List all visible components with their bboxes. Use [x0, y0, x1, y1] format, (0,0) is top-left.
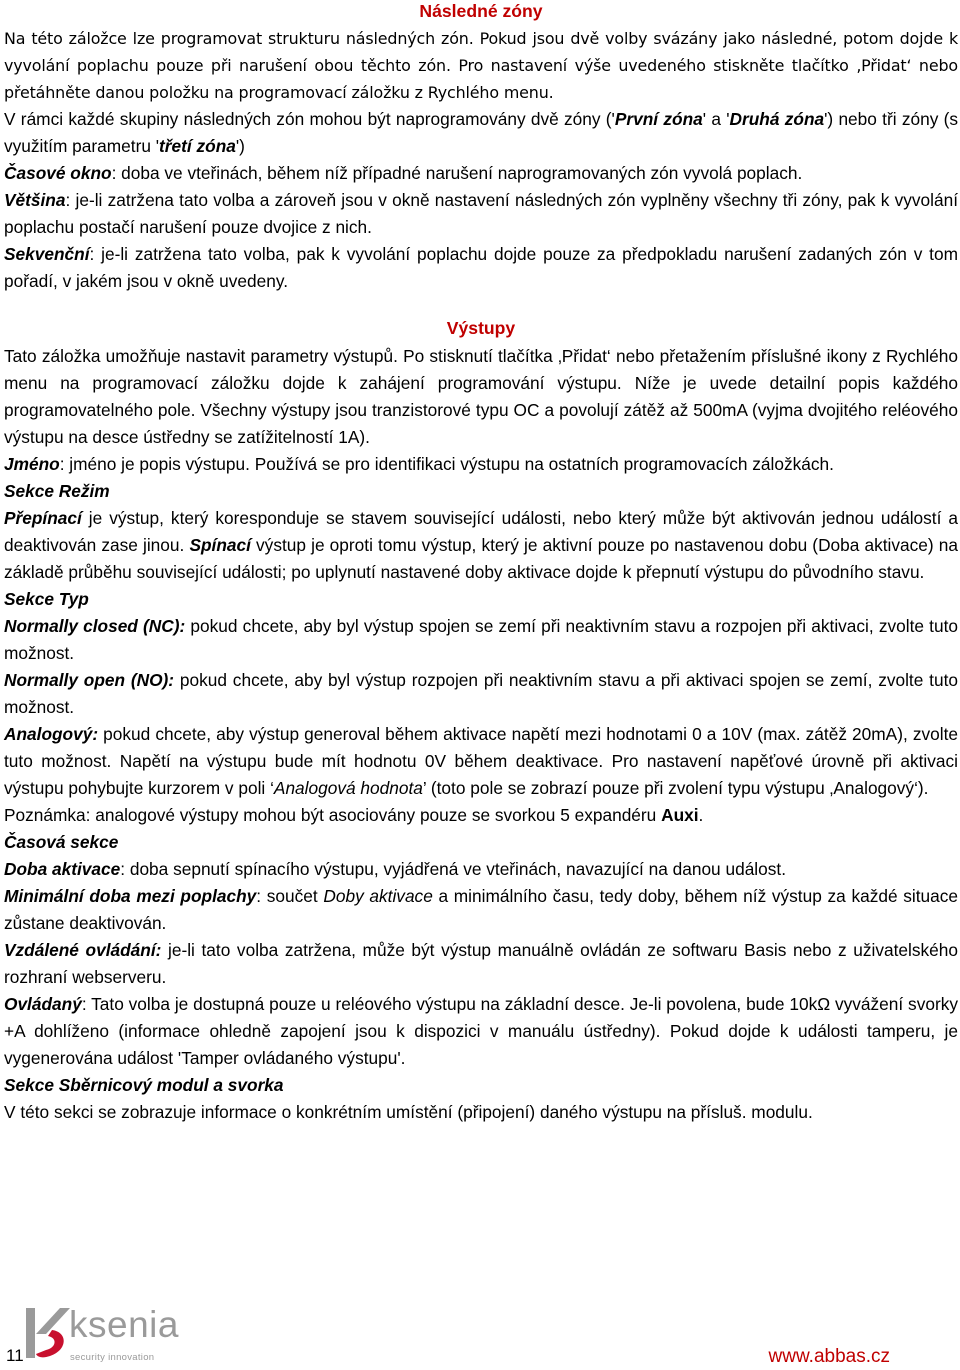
term-jmeno: Jméno: [4, 454, 60, 474]
term-sekvencni: Sekvenční: [4, 244, 90, 264]
term-spinaci: Spínací: [189, 535, 251, 555]
ksenia-logo-mark-icon: [22, 1300, 72, 1370]
paragraph-vetsina: [4, 187, 958, 241]
paragraph-poznamka: [4, 802, 958, 829]
text-run: : součet: [256, 886, 324, 906]
subheading-sekce-sbernicovy: Sekce Sběrnicový modul a svorka: [4, 1075, 284, 1095]
term-minimalni-doba: Minimální doba mezi poplachy: [4, 886, 257, 906]
text-run: V rámci každé skupiny následných zón mohou být naprogramovány dvě zóny (': [4, 109, 615, 129]
term-normally-closed: Normally closed (NC):: [4, 616, 186, 636]
term-prepinaci: Přepínací: [4, 508, 82, 528]
text-run: : Tato volba je dostupná pouze u reléového výstupu na základní desce. Je-li povolena, bude 10kΩ vyvážení svorky +A dohlíženo (informace ohledně zapojení jsou k dispozici v manuálu ústředny). Pokud dojde k události tamperu, je vygenerována událost 'Tamper ovládaného výstupu'.: [4, 994, 958, 1068]
section-heading-vystupy: Výstupy: [446, 318, 516, 338]
subheading-sekce-typ: Sekce Typ: [4, 589, 89, 609]
logo-wordmark: ksenia: [69, 1304, 179, 1345]
paragraph-minimalni-doba: [4, 883, 958, 937]
text-run: pokud chcete, aby byl výstup rozpojen při neaktivním stavu a při aktivaci spojen se zemí, zvolte tuto možnost.: [4, 670, 958, 717]
term-doby-aktivace: Doby aktivace: [323, 886, 433, 906]
logo-tagline: security innovation: [70, 1352, 155, 1363]
term-analogovy: Analogový:: [4, 724, 99, 744]
term-doba-aktivace: Doba aktivace: [4, 859, 121, 879]
document-page: [4, 0, 958, 1126]
text-run: ’ (toto pole se zobrazí pouze při zvolení typu výstupu ‚Analogový‘).: [422, 778, 929, 798]
paragraph-outputs-intro: Tato záložka umožňuje nastavit parametry výstupů. Po stisknutí tlačítka ‚Přidat‘ nebo přetažením příslušné ikony z Rychlého menu na programovací záložku dojde k zahájení programování výstupu. Níže je uvede detailní popis každého programovatelného pole. Všechny výstupy jsou tranzistorové typu OC a povolují zátěž až 500mA (vyjma dvojitého reléového výstupu na desce ústředny se zatížitelností 1A).: [4, 346, 958, 447]
text-run: a minimálního času, tedy doby, během níž výstup za každé situace zůstane deaktivován.: [4, 886, 958, 933]
page-number: 11: [6, 1346, 24, 1365]
website-link[interactable]: www.abbas.cz: [768, 1346, 890, 1367]
term-vzdalene-ovladani: Vzdálené ovládání:: [4, 940, 162, 960]
term-vetsina: Většina: [4, 190, 66, 210]
paragraph-prepinaci: [4, 505, 958, 586]
subheading-casova-sekce: Časová sekce: [4, 832, 119, 852]
section-heading-nasledne-zony: Následné zóny: [419, 1, 543, 21]
page-footer: [0, 1300, 960, 1370]
paragraph-analogovy: [4, 721, 958, 802]
paragraph-intro-zones: Na této záložce lze programovat strukturu následných zón. Pokud jsou dvě volby svázány jako následné, potom dojde k vyvolání poplachu pouze při narušení obou těchto zón. Pro nastavení výše uvedeného stiskněte tlačítko ‚Přidat‘ nebo přetáhněte danou položku na programovací záložku z Rychlého menu.: [4, 29, 958, 102]
paragraph-ovladany: [4, 991, 958, 1072]
paragraph-casove-okno: [4, 160, 958, 187]
paragraph-sekvencni: [4, 241, 958, 295]
ksenia-logo: [22, 1300, 179, 1370]
text-run: : jméno je popis výstupu. Používá se pro identifikaci výstupu na ostatních programovacích záložkách.: [59, 454, 834, 474]
text-run: : je-li zatržena tato volba, pak k vyvolání poplachu dojde pouze za předpokladu narušení zadaných zón v tom pořadí, v jakém jsou v okně uvedeny.: [4, 244, 958, 291]
text-run: ') nebo tři zóny (s využitím parametru ': [4, 109, 959, 156]
text-run: výstup je oproti tomu výstup, který je aktivní pouze po nastavenou dobu (Doba aktivace) na základě průběhu související události; po uplynutí nastavené doby aktivace dojde k přepnutí výstupu do původního stavu.: [4, 535, 959, 582]
term-treti-zona: třetí zóna: [159, 136, 236, 156]
text-run: : je-li zatržena tato volba a zároveň jsou v okně nastavení následných zón vyplněny všechny tři zóny, pak k vyvolání poplachu postačí narušení pouze dvojice z nich.: [4, 190, 958, 237]
term-prvni-zona: První zóna: [614, 109, 703, 129]
text-run: : doba ve vteřinách, během níž případné narušení naprogramovaných zón vyvolá poplach.: [111, 163, 803, 183]
term-ovladany: Ovládaný: [4, 994, 82, 1014]
term-auxi: Auxi: [661, 805, 699, 825]
text-run: pokud chcete, aby byl výstup spojen se zemí při neaktivním stavu a rozpojen při aktivaci, zvolte tuto možnost.: [4, 616, 958, 663]
text-run: '): [235, 136, 245, 156]
text-run: : doba sepnutí spínacího výstupu, vyjádřená ve vteřinách, navazující na danou událost.: [120, 859, 786, 879]
paragraph-sbernicovy: V této sekci se zobrazuje informace o konkrétním umístění (připojení) daného výstupu na přísluš. modulu.: [4, 1102, 813, 1122]
paragraph-jmeno: [4, 451, 958, 478]
text-run: ' a ': [702, 109, 730, 129]
term-casove-okno: Časové okno: [4, 163, 112, 183]
subheading-sekce-rezim: Sekce Režim: [4, 481, 110, 501]
text-run: .: [698, 805, 704, 825]
text-run: Poznámka: analogové výstupy mohou být asociovány pouze se svorkou 5 expandéru: [4, 805, 662, 825]
paragraph-zone-groups: [4, 106, 958, 160]
paragraph-normally-closed: [4, 613, 958, 667]
term-analogova-hodnota: Analogová hodnota: [273, 778, 423, 798]
term-normally-open: Normally open (NO):: [4, 670, 175, 690]
text-run: pokud chcete, aby výstup generoval během aktivace napětí mezi hodnotami 0 a 10V (max. zátěž 20mA), zvolte tuto možnost. Napětí na výstupu bude mít hodnotu 0V během deaktivace. Pro nastavení napěťové úrovně při aktivaci výstupu pohybujte kurzorem v poli ‘: [4, 724, 958, 798]
paragraph-normally-open: [4, 667, 958, 721]
text-run: je výstup, který koresponduje se stavem související události, nebo který může být aktivován jednou událostí a deaktivován zase jinou.: [4, 508, 958, 555]
paragraph-vzdalene-ovladani: [4, 937, 958, 991]
term-druha-zona: Druhá zóna: [729, 109, 825, 129]
paragraph-doba-aktivace: [4, 856, 958, 883]
text-run: je-li tato volba zatržena, může být výstup manuálně ovládán ze softwaru Basis nebo z uživatelského rozhraní webserveru.: [4, 940, 958, 987]
